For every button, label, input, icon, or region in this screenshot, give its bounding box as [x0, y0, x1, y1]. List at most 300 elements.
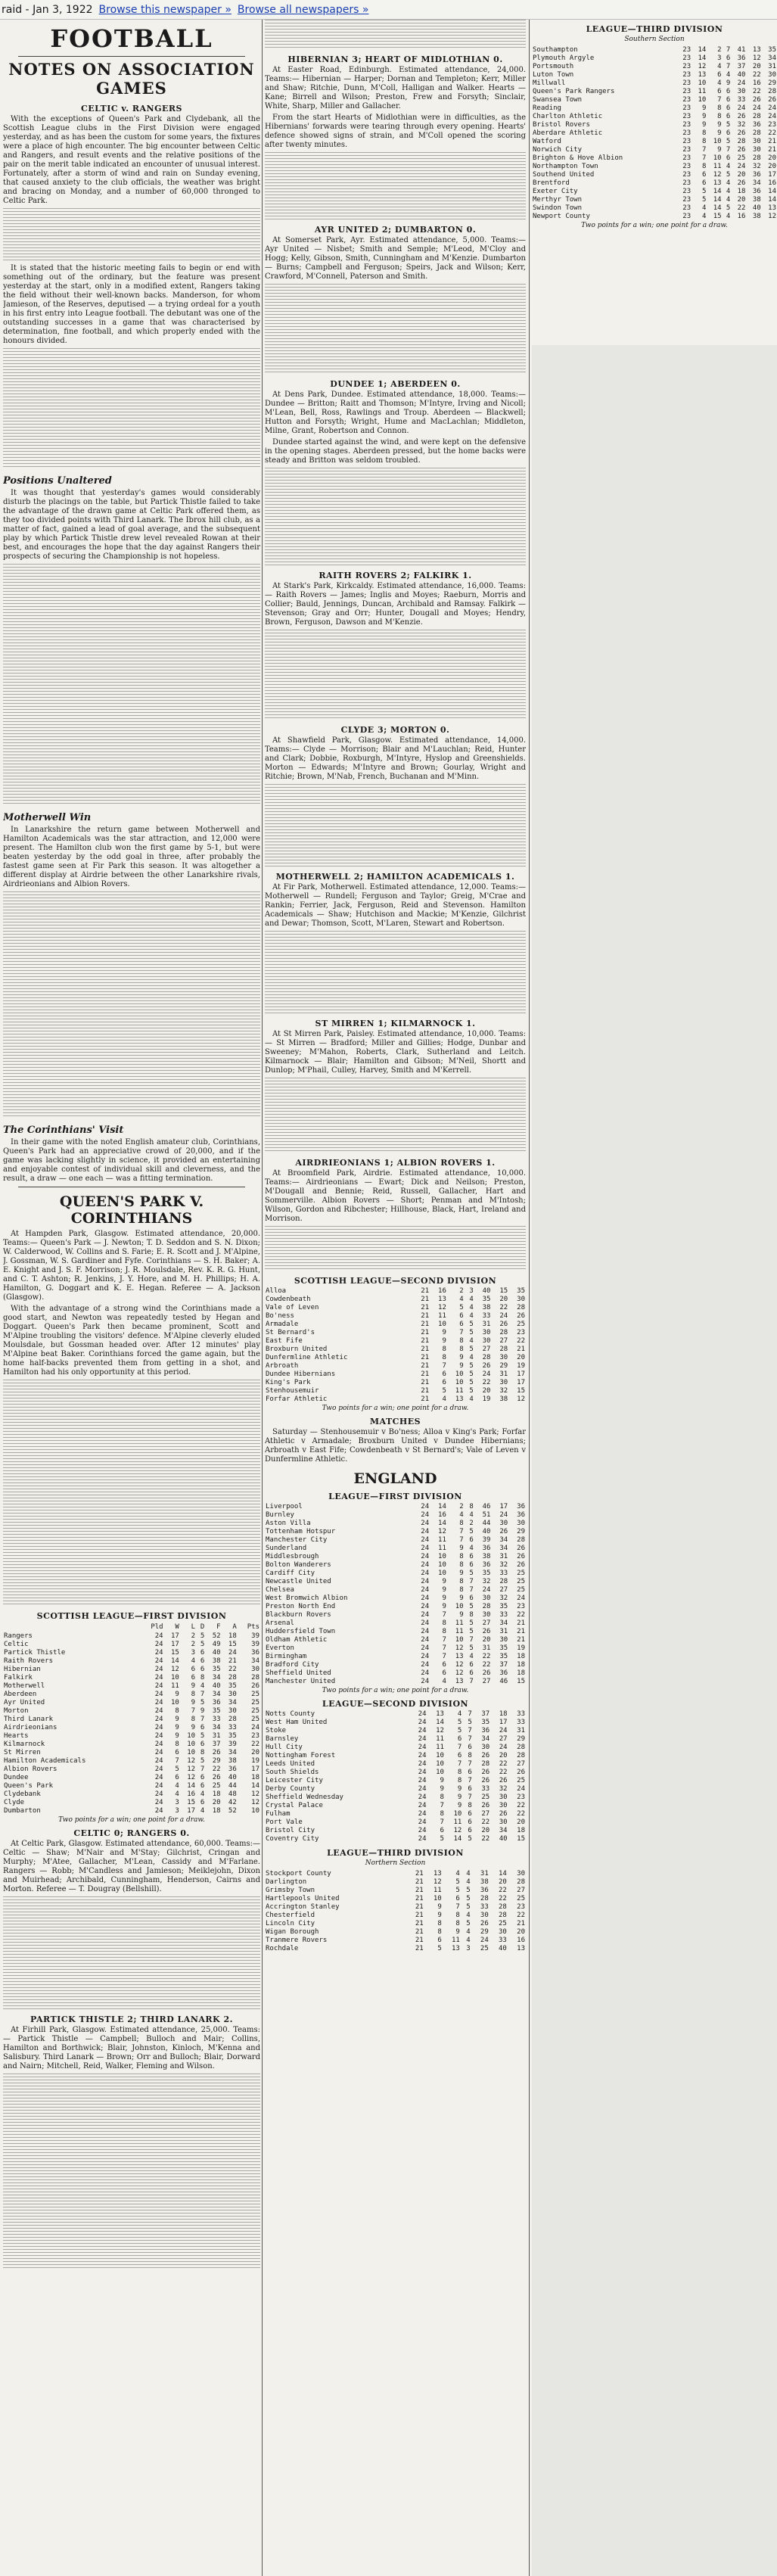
table-row — [265, 1878, 526, 1887]
table-cell: 28 — [498, 1912, 507, 1919]
table-cell: 8 — [200, 1749, 205, 1756]
table-row — [265, 1545, 526, 1553]
paragraph: It was thought that yesterday's games would considerably disturb the placings on the table, but Partick Thistle failed to take the advantage of the drawn game at Celtic Park offered them, as they too divided points with Third Lanark. The Ibrox hill club, as a matter of fact, gained a lead of goal average, and the subsequent play by which Partick Thistle drew level revealed Rowan at their best, and encourages the hope that the day against Rangers their prospects of securing the Championship is not hopeless. — [3, 489, 260, 561]
table-cell: 25 — [517, 1777, 525, 1784]
table-cell: 26 — [499, 1321, 508, 1328]
table-cell: 11 — [438, 1312, 446, 1320]
table-cell: 6 — [200, 1782, 205, 1790]
table-cell: 8 — [701, 138, 707, 145]
table-row — [265, 1561, 526, 1570]
table-cell: Swindon Town — [533, 204, 583, 212]
table-cell: 24 — [154, 1707, 163, 1715]
table-cell: Middlesbrough — [266, 1553, 319, 1560]
table-row — [532, 88, 777, 96]
table-cell: Stoke — [266, 1727, 287, 1734]
table-header-cell: D — [200, 1623, 205, 1631]
table-cell: St Mirren — [4, 1749, 41, 1756]
table-cell: 33 — [498, 1937, 507, 1944]
table-row — [265, 1578, 526, 1586]
table-cell: Oldham Athletic — [266, 1636, 328, 1644]
table-cell: 18 — [251, 1774, 260, 1781]
table-row — [3, 1790, 260, 1799]
table-cell: 4 — [469, 1337, 474, 1345]
table-cell: 7 — [200, 1716, 205, 1723]
table-cell: East Fife — [266, 1337, 303, 1345]
table-cell: 33 — [737, 96, 746, 104]
table-row — [532, 54, 777, 63]
league-note: Two points for a win; one point for a draw. — [581, 222, 728, 229]
table-cell: 22 — [768, 129, 776, 137]
table-cell: 31 — [212, 1732, 221, 1740]
table-cell: 23 — [682, 129, 692, 137]
table-cell: 26 — [517, 1769, 525, 1776]
table-cell: 4 — [459, 1511, 464, 1519]
table-row — [265, 1570, 526, 1578]
table-cell: 5 — [469, 1603, 474, 1610]
table-row — [265, 1827, 526, 1835]
table-cell: 6 — [200, 1741, 205, 1748]
table-cell: 12 — [752, 54, 761, 62]
table-cell: 5 — [466, 1903, 471, 1911]
table-cell: 6 — [200, 1724, 205, 1731]
table-cell: 15 — [517, 1678, 525, 1685]
table-cell: 24 — [154, 1749, 163, 1756]
table-cell: 8 — [457, 1777, 462, 1784]
table-cell: 7 — [701, 154, 707, 162]
body-text — [265, 630, 526, 720]
table-cell: Forfar Athletic — [266, 1395, 328, 1403]
table-row — [532, 79, 777, 88]
table-cell: 14 — [170, 1657, 179, 1665]
table-row — [265, 1928, 526, 1937]
table-cell: 24 — [737, 163, 746, 170]
table-cell: 14 — [498, 1870, 507, 1878]
table-cell: 20 — [517, 1354, 525, 1361]
table-cell: 30 — [228, 1707, 237, 1715]
table-cell: 7 — [440, 1818, 444, 1826]
table-cell: 31 — [517, 1727, 525, 1734]
table-cell: 14 — [768, 188, 776, 195]
table-cell: Broxburn United — [266, 1346, 328, 1353]
table-cell: 4 — [717, 63, 722, 70]
table-cell: 24 — [418, 1818, 427, 1826]
table-cell: 4 — [469, 1395, 474, 1403]
match-heading: RAITH ROVERS 2; FALKIRK 1. — [319, 571, 472, 580]
table-cell: 24 — [418, 1810, 427, 1818]
table-cell: 24 — [418, 1802, 427, 1809]
table-cell: 9 — [701, 121, 707, 129]
table-cell: 30 — [482, 1611, 491, 1619]
table-cell: 26 — [517, 1553, 525, 1560]
table-cell: 36 — [499, 1669, 508, 1677]
table-cell: 11 — [451, 1937, 460, 1944]
table-cell: 7 — [191, 1707, 196, 1715]
table-cell: Aberdare Athletic — [533, 129, 603, 137]
table-cell: 6 — [701, 179, 707, 187]
table-cell: 31 — [482, 1321, 491, 1328]
table-cell: 17 — [170, 1632, 179, 1640]
table-cell: 10 — [453, 1810, 462, 1818]
table-cell: 31 — [499, 1553, 508, 1560]
table-row — [532, 204, 777, 213]
table-row — [532, 63, 777, 71]
table-cell: 26 — [481, 1769, 490, 1776]
table-cell: 7 — [726, 146, 731, 154]
table-cell: 8 — [440, 1810, 444, 1818]
table-cell: 16 — [752, 79, 761, 87]
table-cell: 19 — [251, 1757, 260, 1765]
table-cell: 36 — [481, 1727, 490, 1734]
table-cell: 40 — [228, 1774, 237, 1781]
table-cell: 13 — [455, 1678, 464, 1685]
paragraph: From the start Hearts of Midlothian were in difficulties, as the Hibernians' forwards were tearing through every opening. Hearts' defence showed signs of strain, and M'Coll opened the scoring after twenty minutes. — [265, 114, 526, 149]
table-cell: 6 — [469, 1594, 474, 1602]
match-heading: AYR UNITED 2; DUMBARTON 0. — [314, 225, 477, 235]
league-note: Two points for a win; one point for a draw. — [322, 1687, 469, 1694]
table-cell: 24 — [418, 1727, 427, 1734]
table-cell: 24 — [154, 1649, 163, 1657]
table-cell: 17 — [517, 1370, 525, 1378]
table-cell: 4 — [726, 196, 731, 204]
table-cell: 24 — [737, 104, 746, 112]
table-cell: 35 — [212, 1666, 221, 1673]
table-cell: 21 — [415, 1937, 424, 1944]
table-cell: 32 — [737, 121, 746, 129]
table-cell: 30 — [228, 1691, 237, 1698]
table-row — [3, 1674, 260, 1682]
table-cell: 7 — [442, 1636, 446, 1644]
table-cell: 21 — [421, 1287, 430, 1295]
table-cell: 24 — [154, 1732, 163, 1740]
table-cell: Bolton Wanderers — [266, 1561, 331, 1569]
table-cell: 9 — [191, 1682, 196, 1690]
table-cell: 4 — [726, 163, 731, 170]
table-cell: 12 — [438, 1304, 446, 1311]
table-cell: 37 — [481, 1710, 490, 1718]
table-cell: 28 — [752, 154, 761, 162]
table-cell: 8 — [468, 1802, 472, 1809]
table-cell: 8 — [468, 1752, 472, 1759]
table-cell: 36 — [737, 54, 746, 62]
table-cell: 29 — [517, 1735, 525, 1743]
table-cell: 35 — [499, 1603, 508, 1610]
table-cell: 10 — [187, 1732, 196, 1740]
table-cell: Falkirk — [4, 1674, 33, 1682]
table-cell: 20 — [212, 1799, 221, 1806]
table-row — [265, 1636, 526, 1644]
table-row — [265, 1619, 526, 1628]
table-cell: 30 — [737, 88, 746, 95]
table-cell: 23 — [682, 96, 692, 104]
table-cell: Aberdeen — [4, 1691, 37, 1698]
table-cell: 6 — [200, 1774, 205, 1781]
table-row — [265, 1945, 526, 1953]
table-cell: 30 — [498, 1928, 507, 1936]
league-table-english-second — [265, 1710, 526, 1843]
table-cell: 26 — [482, 1362, 491, 1370]
table-cell: 5 — [459, 1304, 464, 1311]
table-cell: 6 — [200, 1649, 205, 1657]
table-cell: Partick Thistle — [4, 1649, 66, 1657]
table-cell: 21 — [415, 1878, 424, 1886]
table-cell: 52 — [212, 1632, 221, 1640]
table-row — [532, 196, 777, 204]
table-row — [265, 1586, 526, 1594]
paragraph: At Celtic Park, Glasgow. Estimated attendance, 60,000. Teams:— Celtic — Shaw; M'Nair and M'Stay; Gilchrist, Cringan and Murphy; M'Atee, Gallacher, M'Lean, Cassidy and M'Farlane. Rangers — Robb; M'Candless and Jamieson; Meiklejohn, Dixon and Muirhead; Archibald, Cunningham, Henderson, Cairns and Morton. Referee — T. Dougray (Bellshill). — [3, 1840, 260, 1893]
table-row — [532, 154, 777, 163]
table-row — [3, 1691, 260, 1699]
table-cell: 32 — [752, 163, 761, 170]
table-cell: Alloa — [266, 1287, 287, 1295]
table-cell: 5 — [457, 1719, 462, 1726]
table-cell: St Bernard's — [266, 1329, 315, 1336]
table-cell: 25 — [212, 1782, 221, 1790]
table-cell: Raith Rovers — [4, 1657, 54, 1665]
table-cell: 4 — [200, 1682, 205, 1690]
table-cell: 24 — [421, 1553, 430, 1560]
table-cell: 6 — [191, 1666, 196, 1673]
table-cell: 9 — [440, 1777, 444, 1784]
table-cell: 40 — [212, 1649, 221, 1657]
table-row — [3, 1649, 260, 1657]
match-heading: HIBERNIAN 3; HEART OF MIDLOTHIAN 0. — [287, 54, 503, 64]
table-cell: 24 — [154, 1691, 163, 1698]
table-cell: Ayr United — [4, 1699, 45, 1706]
table-cell: 9 — [459, 1362, 464, 1370]
table-cell: 42 — [228, 1799, 237, 1806]
table-cell: 5 — [200, 1699, 205, 1706]
table-cell: Wigan Borough — [266, 1928, 319, 1936]
table-cell: 39 — [228, 1741, 237, 1748]
table-cell: 28 — [517, 1752, 525, 1759]
table-cell: 5 — [468, 1835, 472, 1843]
table-cell: 44 — [482, 1520, 491, 1527]
table-cell: 4 — [726, 179, 731, 187]
table-cell: 9 — [442, 1594, 446, 1602]
table-cell: 35 — [499, 1644, 508, 1652]
table-cell: Lincoln City — [266, 1920, 315, 1927]
table-cell: 39 — [251, 1632, 260, 1640]
table-cell: Plymouth Argyle — [533, 54, 595, 62]
table-cell: 32 — [499, 1785, 508, 1793]
table-cell: 4 — [442, 1678, 446, 1685]
table-cell: 20 — [251, 1749, 260, 1756]
table-cell: 17 — [251, 1766, 260, 1773]
body-text — [3, 208, 260, 261]
table-cell: 29 — [768, 79, 776, 87]
table-cell: 14 — [453, 1835, 462, 1843]
table-cell: 4 — [466, 1928, 471, 1936]
table-cell: Brentford — [533, 179, 570, 187]
table-cell: 21 — [421, 1296, 430, 1303]
table-cell: 24 — [418, 1710, 427, 1718]
table-cell: 33 — [481, 1785, 490, 1793]
table-cell: 23 — [682, 146, 692, 154]
table-cell: 6 — [440, 1827, 444, 1834]
table-cell: 24 — [154, 1741, 163, 1748]
table-cell: 9 — [455, 1928, 460, 1936]
paragraph: At Dens Park, Dundee. Estimated attendance, 18,000. Teams:— Dundee — Britton; Raitt and Thomson; M'Intyre, Irving and Nicoll; M'Lean, Bell, Ross, Rawlings and Troup. Aberdeen — Blackwell; Hutton and Forsyth; Wright, Hume and MacLachlan; Middleton, Milne, Grant, Robertson and Connon. — [265, 390, 526, 435]
table-cell: 22 — [482, 1379, 491, 1386]
table-cell: 4 — [469, 1296, 474, 1303]
table-cell: 6 — [717, 71, 722, 79]
table-cell: 9 — [175, 1724, 179, 1731]
table-cell: 9 — [437, 1903, 442, 1911]
table-cell: 22 — [482, 1653, 491, 1660]
table-cell: 7 — [200, 1766, 205, 1773]
table-cell: 14 — [713, 204, 722, 212]
table-cell: 8 — [455, 1912, 460, 1919]
table-cell: 24 — [154, 1641, 163, 1648]
table-cell: 27 — [481, 1810, 490, 1818]
table-cell: 13 — [451, 1945, 460, 1952]
table-cell: 23 — [682, 113, 692, 120]
table-cell: Barnsley — [266, 1735, 299, 1743]
table-cell: 32 — [499, 1387, 508, 1395]
table-cell: 9 — [175, 1732, 179, 1740]
table-cell: 9 — [175, 1691, 179, 1698]
table-cell: 8 — [717, 113, 722, 120]
table-cell: 8 — [701, 163, 707, 170]
table-cell: 34 — [212, 1691, 221, 1698]
table-cell: 4 — [469, 1653, 474, 1660]
table-cell: 6 — [468, 1744, 472, 1751]
table-cell: 7 — [457, 1744, 462, 1751]
table-cell: Rochdale — [266, 1945, 299, 1952]
table-cell: 19 — [482, 1395, 491, 1403]
table-cell: 8 — [459, 1586, 464, 1594]
browse-all-newspapers-link[interactable]: Browse all newspapers » — [237, 3, 369, 16]
table-cell: Blackburn Rovers — [266, 1611, 331, 1619]
table-cell: 9 — [717, 121, 722, 129]
table-cell: 40 — [212, 1682, 221, 1690]
body-text — [265, 152, 526, 220]
table-row — [265, 1603, 526, 1611]
table-cell: 5 — [466, 1920, 471, 1927]
table-cell: 6 — [442, 1379, 446, 1386]
table-cell: 12 — [170, 1666, 179, 1673]
table-cell: Norwich City — [533, 146, 583, 154]
table-row — [265, 1594, 526, 1603]
table-cell: South Shields — [266, 1769, 319, 1776]
table-cell: 12 — [455, 1644, 464, 1652]
table-row — [265, 1511, 526, 1520]
table-cell: 3 — [469, 1287, 474, 1295]
table-cell: 5 — [200, 1632, 205, 1640]
table-row — [3, 1749, 260, 1757]
table-cell: 36 — [482, 1561, 491, 1569]
table-cell: 9 — [437, 1912, 442, 1919]
table-cell: Celtic — [4, 1641, 29, 1648]
table-cell: 28 — [499, 1329, 508, 1336]
table-cell: 7 — [175, 1757, 179, 1765]
league-table-scottish-second — [265, 1287, 526, 1404]
table-cell: 26 — [212, 1749, 221, 1756]
table-cell: 6 — [455, 1895, 460, 1902]
table-cell: Motherwell — [4, 1682, 45, 1690]
table-cell: 6 — [175, 1749, 179, 1756]
table-cell: 29 — [480, 1928, 489, 1936]
table-cell: 12 — [698, 63, 707, 70]
table-cell: 21 — [421, 1329, 430, 1336]
table-cell: Crystal Palace — [266, 1802, 323, 1809]
table-cell: 6 — [191, 1674, 196, 1682]
table-cell: Vale of Leven — [266, 1304, 319, 1311]
table-cell: 51 — [482, 1511, 491, 1519]
table-cell: 4 — [717, 79, 722, 87]
table-cell: 5 — [469, 1346, 474, 1353]
table-cell: 22 — [228, 1666, 237, 1673]
table-cell: 5 — [469, 1387, 474, 1395]
table-cell: 9 — [442, 1586, 446, 1594]
table-cell: 10 — [455, 1379, 464, 1386]
table-cell: 23 — [682, 163, 692, 170]
table-cell: 48 — [228, 1790, 237, 1798]
table-row — [3, 1766, 260, 1774]
table-cell: 29 — [517, 1528, 525, 1535]
table-cell: 4 — [469, 1312, 474, 1320]
table-cell: Charlton Athletic — [533, 113, 603, 120]
table-cell: 24 — [421, 1586, 430, 1594]
table-cell: 34 — [499, 1827, 508, 1834]
table-cell: 3 — [175, 1807, 179, 1815]
table-cell: Exeter City — [533, 188, 578, 195]
paragraph: At Hampden Park, Glasgow. Estimated attendance, 20,000. Teams:— Queen's Park — J. Newton; T. D. Seddon and S. N. Dixon; W. Calderwood, W. Collins and S. Farie; E. R. Scott and J. M'Alpine, J. Gossman, W. S. Gardiner and Fyfe. Corinthians — S. H. Baker; A. E. Knight and J. S. F. Morrison; J. R. Moulsdale, Rev. K. R. G. Hunt, and C. T. Ashton; R. Jenkins, J. Y. Hore, and M. H. Phillips; H. A. Hamilton, G. Doggart and K. E. Hegan. Referee — A. Jackson (Glasgow). — [3, 1230, 260, 1302]
table-cell: 13 — [517, 1945, 525, 1952]
match-heading: CLYDE 3; MORTON 0. — [340, 725, 450, 735]
table-cell: 4 — [442, 1395, 446, 1403]
table-cell: 21 — [421, 1321, 430, 1328]
table-cell: Albion Rovers — [4, 1766, 57, 1773]
table-cell: 7 — [459, 1536, 464, 1544]
table-row — [265, 1304, 526, 1312]
table-cell: 5 — [175, 1766, 179, 1773]
body-text — [265, 20, 526, 50]
table-cell: 9 — [191, 1699, 196, 1706]
table-cell: 25 — [480, 1945, 489, 1952]
browse-this-newspaper-link[interactable]: Browse this newspaper » — [98, 3, 232, 16]
table-cell: 7 — [442, 1362, 446, 1370]
table-cell: 22 — [737, 204, 746, 212]
table-cell: 23 — [682, 88, 692, 95]
table-row — [265, 1661, 526, 1669]
table-cell: 38 — [482, 1553, 491, 1560]
table-cell: 7 — [717, 96, 722, 104]
table-cell: 5 — [726, 138, 731, 145]
table-cell: 35 — [228, 1732, 237, 1740]
table-cell: 9 — [459, 1611, 464, 1619]
table-cell: 34 — [228, 1749, 237, 1756]
table-cell: 35 — [481, 1719, 490, 1726]
table-cell: 21 — [517, 1920, 525, 1927]
table-cell: Rangers — [4, 1632, 33, 1640]
table-cell: 38 — [482, 1304, 491, 1311]
table-cell: 24 — [418, 1752, 427, 1759]
table-cell: 23 — [682, 104, 692, 112]
table-cell: 20 — [517, 1818, 525, 1826]
table-cell: Clydebank — [4, 1790, 41, 1798]
table-cell: Queen's Park — [4, 1782, 54, 1790]
table-cell: 10 — [438, 1553, 446, 1560]
table-cell: 26 — [517, 1312, 525, 1320]
table-cell: 6 — [726, 96, 731, 104]
table-cell: 27 — [517, 1887, 525, 1894]
table-row — [265, 1794, 526, 1802]
table-cell: 8 — [442, 1346, 446, 1353]
league-table-scottish-first — [3, 1622, 260, 1815]
table-cell: 24 — [499, 1727, 508, 1734]
table-cell: 18 — [212, 1807, 221, 1815]
